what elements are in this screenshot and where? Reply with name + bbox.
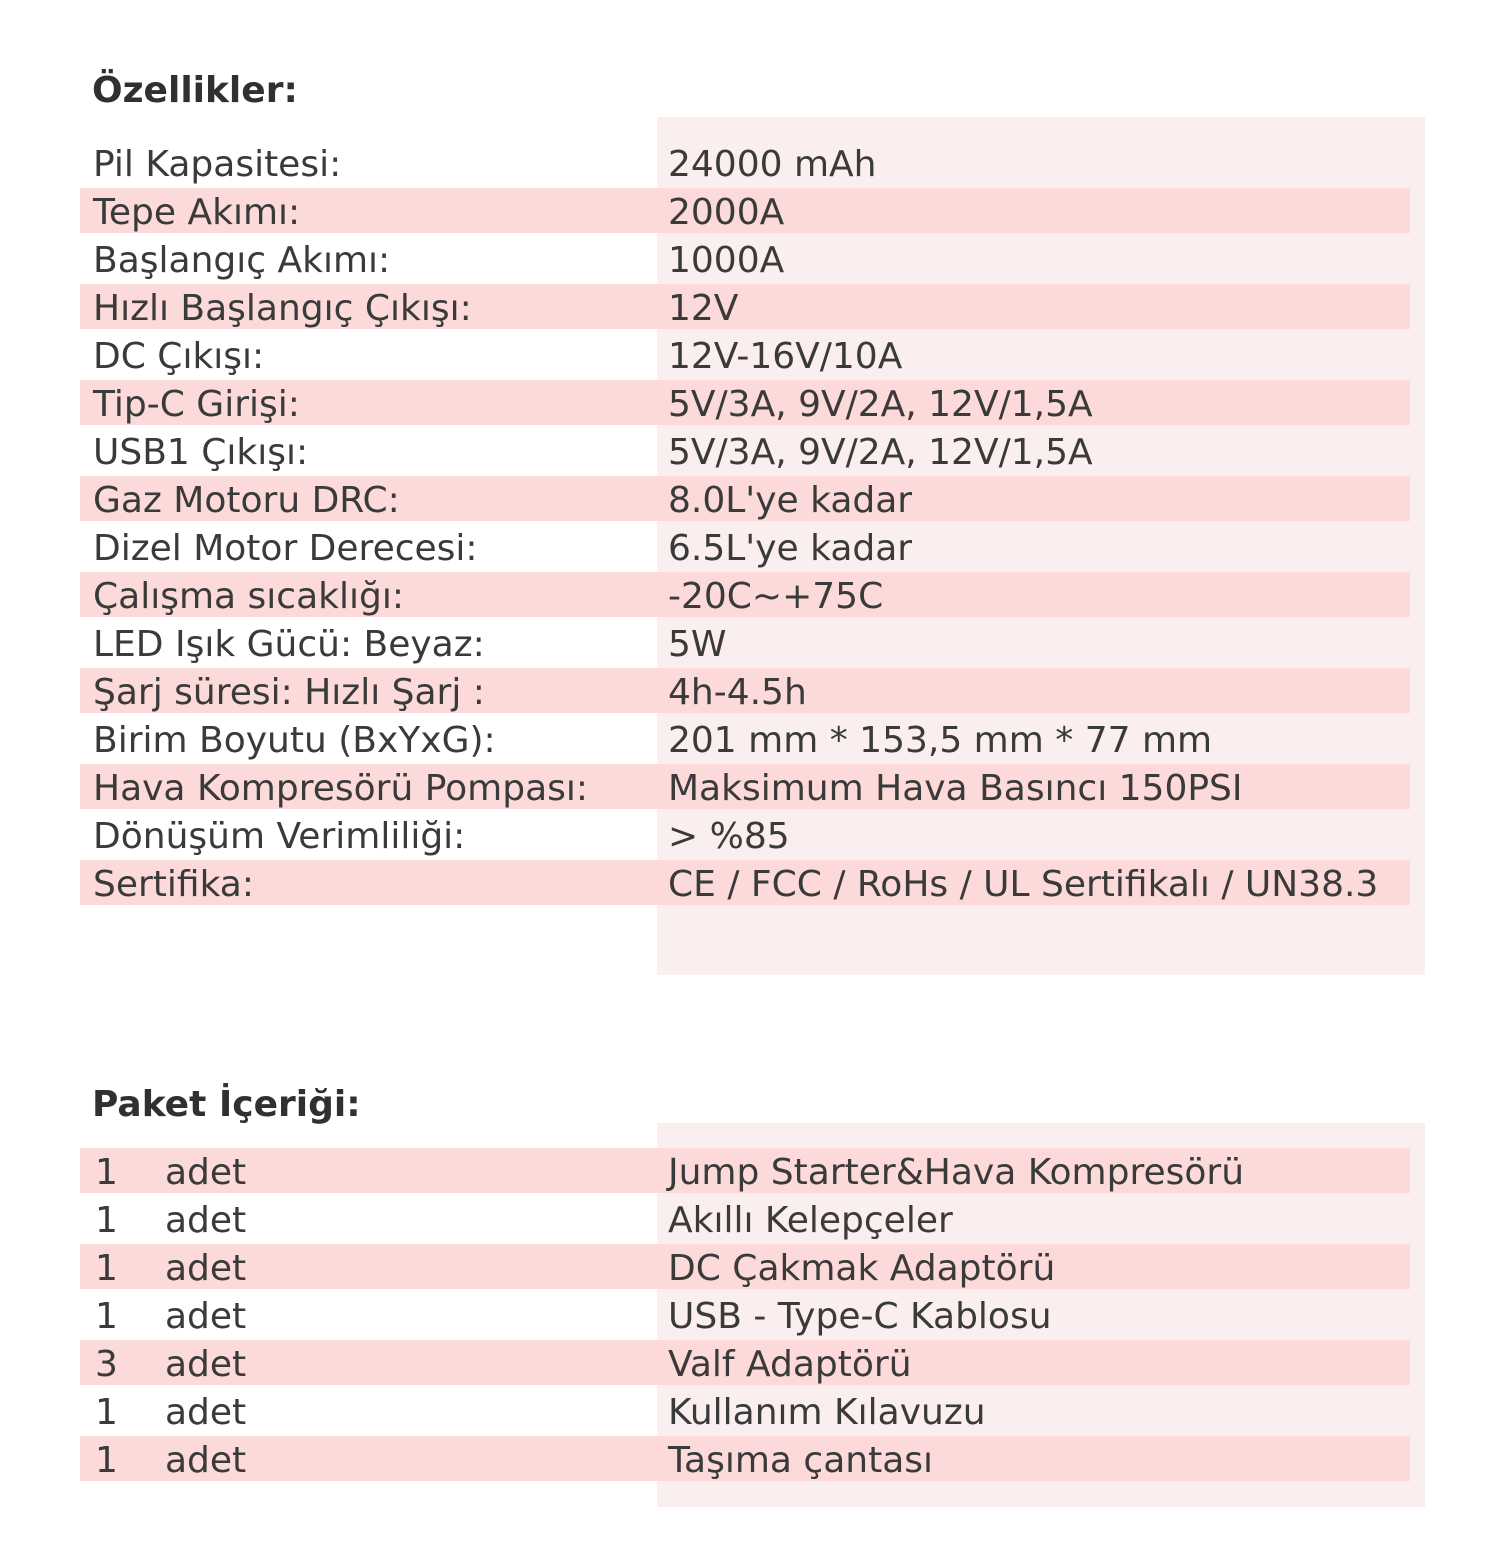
spec-label: Başlangıç Akımı: bbox=[93, 239, 391, 281]
spec-value: 12V bbox=[668, 287, 739, 329]
spec-value: 12V-16V/10A bbox=[668, 335, 903, 377]
spec-row bbox=[80, 284, 1410, 332]
specs-rows bbox=[80, 140, 1410, 908]
package-item-name: Akıllı Kelepçeler bbox=[668, 1199, 953, 1241]
package-item-unit: adet bbox=[165, 1295, 247, 1337]
spec-row bbox=[80, 812, 1410, 860]
package-item-unit: adet bbox=[165, 1439, 247, 1481]
spec-value: 6.5L'ye kadar bbox=[668, 527, 913, 569]
spec-value: CE / FCC / RoHs / UL Sertifikalı / UN38.3 bbox=[668, 863, 1379, 905]
package-row bbox=[80, 1340, 1410, 1388]
package-item-qty: 1 bbox=[95, 1295, 118, 1337]
package-table bbox=[80, 1123, 1425, 1507]
spec-value: 201 mm * 153,5 mm * 77 mm bbox=[668, 719, 1213, 761]
package-item-name: DC Çakmak Adaptörü bbox=[668, 1247, 1056, 1289]
spec-label: Dönüşüm Verimliliği: bbox=[93, 815, 466, 857]
spec-label: Pil Kapasitesi: bbox=[93, 143, 342, 185]
spec-row bbox=[80, 764, 1410, 812]
spec-label: Gaz Motoru DRC: bbox=[93, 479, 400, 521]
spec-label: LED Işık Gücü: Beyaz: bbox=[93, 623, 485, 665]
spec-row bbox=[80, 524, 1410, 572]
package-item-name: Taşıma çantası bbox=[668, 1439, 934, 1481]
package-item-unit: adet bbox=[165, 1151, 247, 1193]
spec-value: -20C~+75C bbox=[668, 575, 884, 617]
package-item-unit: adet bbox=[165, 1247, 247, 1289]
package-row bbox=[80, 1244, 1410, 1292]
package-item-qty: 1 bbox=[95, 1199, 118, 1241]
specs-section-title: Özellikler: bbox=[92, 69, 298, 111]
spec-label: Hızlı Başlangıç Çıkışı: bbox=[93, 287, 472, 329]
spec-value: 5V/3A, 9V/2A, 12V/1,5A bbox=[668, 383, 1093, 425]
package-item-unit: adet bbox=[165, 1343, 247, 1385]
package-row bbox=[80, 1148, 1410, 1196]
specs-table bbox=[80, 117, 1425, 975]
package-item-qty: 1 bbox=[95, 1391, 118, 1433]
package-row bbox=[80, 1436, 1410, 1484]
spec-row bbox=[80, 332, 1410, 380]
spec-label: Çalışma sıcaklığı: bbox=[93, 575, 404, 617]
spec-value: 2000A bbox=[668, 191, 785, 233]
spec-row bbox=[80, 188, 1410, 236]
spec-row bbox=[80, 620, 1410, 668]
spec-row bbox=[80, 380, 1410, 428]
spec-row bbox=[80, 716, 1410, 764]
spec-value: 4h-4.5h bbox=[668, 671, 807, 713]
spec-label: Hava Kompresörü Pompası: bbox=[93, 767, 589, 809]
package-item-unit: adet bbox=[165, 1391, 247, 1433]
package-item-qty: 1 bbox=[95, 1247, 118, 1289]
spec-value: 5W bbox=[668, 623, 727, 665]
spec-label: Dizel Motor Derecesi: bbox=[93, 527, 478, 569]
spec-value: 1000A bbox=[668, 239, 785, 281]
package-item-qty: 1 bbox=[95, 1439, 118, 1481]
package-row bbox=[80, 1196, 1410, 1244]
package-item-unit: adet bbox=[165, 1199, 247, 1241]
package-item-name: Jump Starter&Hava Kompresörü bbox=[668, 1151, 1245, 1193]
spec-value: 5V/3A, 9V/2A, 12V/1,5A bbox=[668, 431, 1093, 473]
spec-label: Tip-C Girişi: bbox=[93, 383, 300, 425]
package-item-name: Kullanım Kılavuzu bbox=[668, 1391, 986, 1433]
spec-value: Maksimum Hava Basıncı 150PSI bbox=[668, 767, 1243, 809]
package-item-name: USB - Type-C Kablosu bbox=[668, 1295, 1052, 1337]
spec-value: > %85 bbox=[668, 815, 790, 857]
spec-label: Sertifika: bbox=[93, 863, 254, 905]
spec-label: Birim Boyutu (BxYxG): bbox=[93, 719, 496, 761]
spec-row bbox=[80, 428, 1410, 476]
package-item-qty: 3 bbox=[95, 1343, 118, 1385]
spec-row bbox=[80, 668, 1410, 716]
package-item-name: Valf Adaptörü bbox=[668, 1343, 912, 1385]
spec-label: Tepe Akımı: bbox=[93, 191, 301, 233]
package-rows bbox=[80, 1148, 1410, 1484]
spec-label: USB1 Çıkışı: bbox=[93, 431, 309, 473]
spec-label: DC Çıkışı: bbox=[93, 335, 265, 377]
spec-row bbox=[80, 572, 1410, 620]
package-item-qty: 1 bbox=[95, 1151, 118, 1193]
spec-label: Şarj süresi: Hızlı Şarj : bbox=[93, 671, 485, 713]
spec-value: 8.0L'ye kadar bbox=[668, 479, 913, 521]
spec-row bbox=[80, 476, 1410, 524]
package-row bbox=[80, 1388, 1410, 1436]
spec-row bbox=[80, 236, 1410, 284]
spec-value: 24000 mAh bbox=[668, 143, 877, 185]
package-section-title: Paket İçeriği: bbox=[92, 1083, 361, 1125]
package-row bbox=[80, 1292, 1410, 1340]
spec-row bbox=[80, 140, 1410, 188]
spec-row bbox=[80, 860, 1410, 908]
